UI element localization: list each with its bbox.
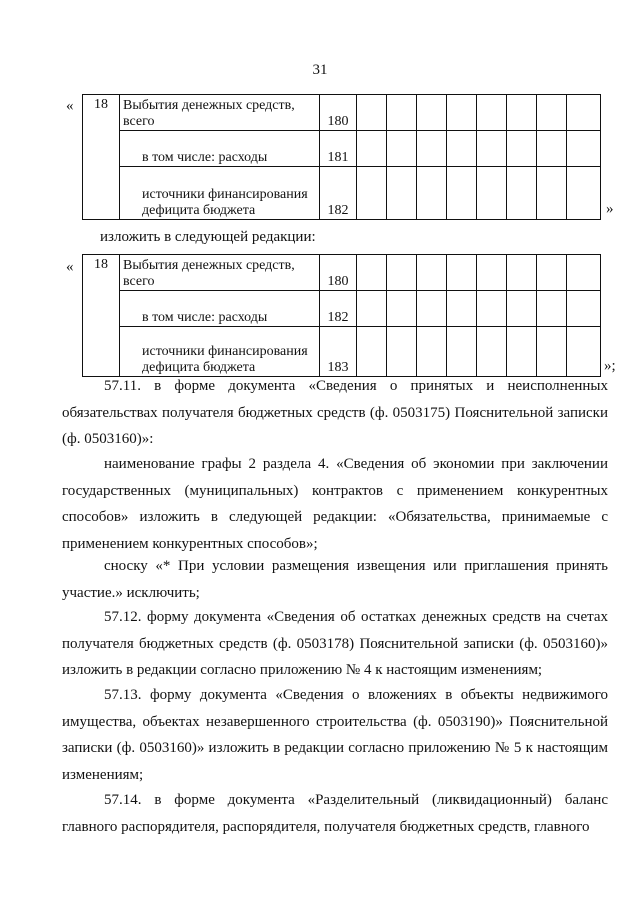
table-row — [83, 327, 601, 377]
row-code: 183 — [320, 327, 357, 377]
row-code: 181 — [320, 131, 357, 167]
intro-text: изложить в следующей редакции: — [100, 229, 316, 245]
old-rows-table — [82, 94, 601, 220]
table-row — [83, 131, 601, 167]
table-row — [83, 291, 601, 327]
page-number: 31 — [312, 62, 328, 78]
table-row — [83, 95, 601, 131]
row-number: 18 — [83, 255, 120, 377]
close-quote-1: » — [606, 201, 614, 217]
row-label: Выбытия денежных средств, всего — [120, 95, 320, 131]
row-label: Выбытия денежных средств, всего — [120, 255, 320, 291]
row-label: в том числе: расходы — [120, 131, 320, 167]
row-code: 182 — [320, 167, 357, 220]
paragraph-57-11: 57.11. в форме документа «Сведения о принятых и неисполненных обязательствах получателя бюджетных средств (ф. 0503175) Пояснительной записки (ф. 0503160)»: — [62, 378, 608, 447]
close-quote-2: »; — [604, 358, 616, 374]
row-number: 18 — [83, 95, 120, 220]
row-label: в том числе: расходы — [120, 291, 320, 327]
row-code: 180 — [320, 95, 357, 131]
paragraph-57-12: 57.12. форму документа «Сведения об остатках денежных средств на счетах получателя бюджетных средств (ф. 0503178) Пояснительной записки (ф. 0503160)» изложить в редакции согласно приложению № 4 к настоящим изменениям; — [62, 609, 608, 678]
paragraph-57-13: 57.13. форму документа «Сведения о вложениях в объекты недвижимого имущества, объектах незавершенного строительства (ф. 0503190)» Пояснительной записки (ф. 0503160)» изложить в редакции согласно приложению № 5 к настоящим изменениям; — [62, 687, 608, 783]
table-row — [83, 167, 601, 220]
row-code: 182 — [320, 291, 357, 327]
row-label: источники финансирования дефицита бюджета — [120, 167, 320, 220]
open-quote-1: « — [66, 98, 74, 114]
row-label: источники финансирования дефицита бюджета — [120, 327, 320, 377]
row-code: 180 — [320, 255, 357, 291]
new-rows-table — [82, 254, 601, 377]
paragraph-graph-name: наименование графы 2 раздела 4. «Сведения об экономии при заключении государственных (муниципальных) контрактов с применением конкурентных способов» изложить в следующей редакции: «Обязательства, принимаемые с применением конкурентных способов»; — [62, 456, 608, 552]
table-row — [83, 255, 601, 291]
open-quote-2: « — [66, 259, 74, 275]
paragraph-57-14: 57.14. в форме документа «Разделительный (ликвидационный) баланс главного распорядителя, распорядителя, получателя бюджетных средств, главного — [62, 792, 608, 835]
paragraph-footnote: сноску «* При условии размещения извещения или приглашения принять участие.» исключить; — [62, 558, 608, 601]
